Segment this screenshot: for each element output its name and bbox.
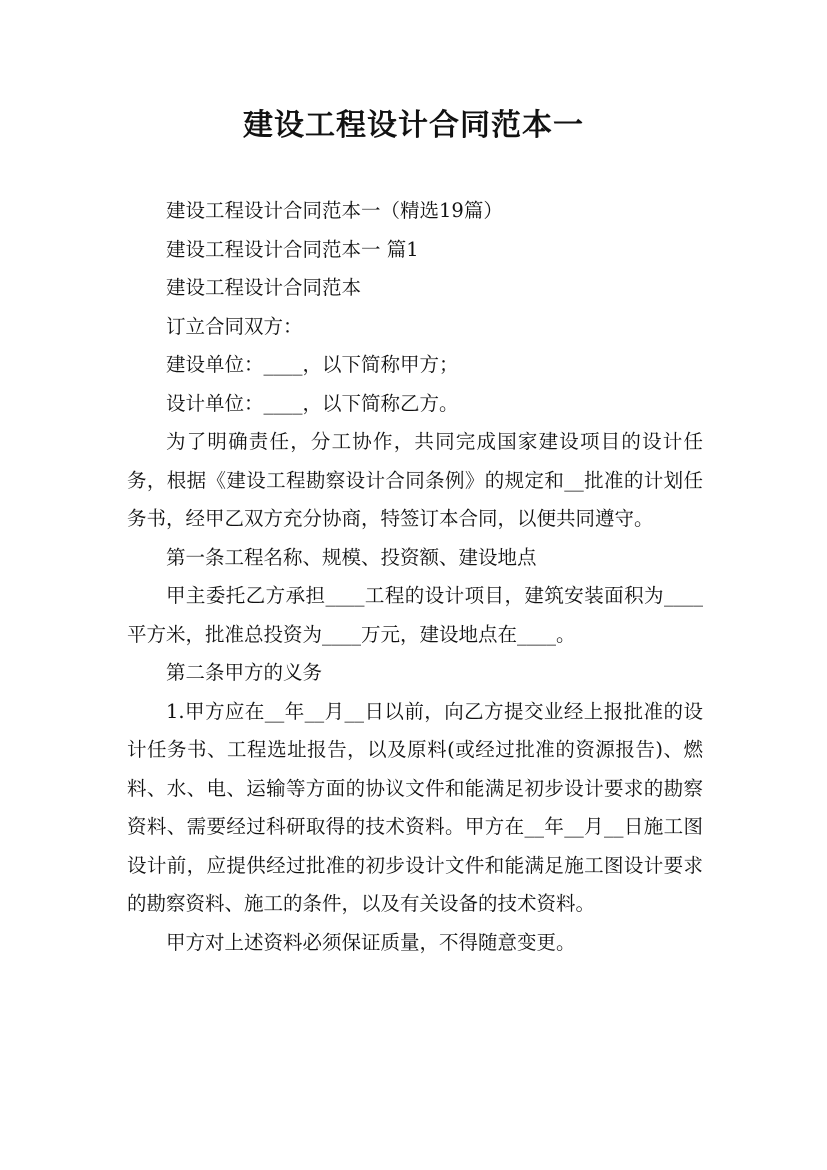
paragraph-article-2-heading: 第二条甲方的义务 <box>166 661 323 684</box>
document-title: 建设工程设计合同范本一 <box>243 108 584 143</box>
paragraph-subtitle: 建设工程设计合同范本一（精选19篇） <box>166 199 503 222</box>
paragraph-preamble: 为了明确责任，分工协作，共同完成国家建设项目的设计任务，根据《建设工程勘察设计合同条例》的规定和__批准的计划任务书，经甲乙双方充分协商，特签订本合同，以便共同遵守。 <box>127 430 703 530</box>
paragraph-chapter-heading: 建设工程设计合同范本一 篇1 <box>166 237 419 261</box>
paragraph-article-1-body: 甲主委托乙方承担____工程的设计项目，建筑安装面积为____平方米，批准总投资为____万元，建设地点在____。 <box>127 584 703 646</box>
paragraph-contract-name: 建设工程设计合同范本 <box>166 276 362 299</box>
paragraph-party-a: 建设单位：____，以下简称甲方； <box>166 353 459 376</box>
document-body <box>127 192 703 962</box>
paragraph-article-1-heading: 第一条工程名称、规模、投资额、建设地点 <box>166 545 537 569</box>
paragraph-parties-heading: 订立合同双方： <box>166 314 303 338</box>
paragraph-article-2-item-1: 1.甲方应在__年__月__日以前，向乙方提交业经上报批准的设计任务书、工程选址报告，以及原料(或经过批准的资源报告)、燃料、水、电、运输等方面的协议文件和能满足初步设计要求的勘察资料、需要经过科研取得的技术资料。甲方在__年__月__日施工图设计前，应提供经过批准的初步设计文件和能满足施工图设计要求的勘察资料、施工的条件，以及有关设备的技术资料。 <box>127 699 703 915</box>
paragraph-party-b: 设计单位：____，以下简称乙方。 <box>166 391 459 415</box>
paragraph-article-2-note: 甲方对上述资料必须保证质量，不得随意变更。 <box>166 930 576 954</box>
